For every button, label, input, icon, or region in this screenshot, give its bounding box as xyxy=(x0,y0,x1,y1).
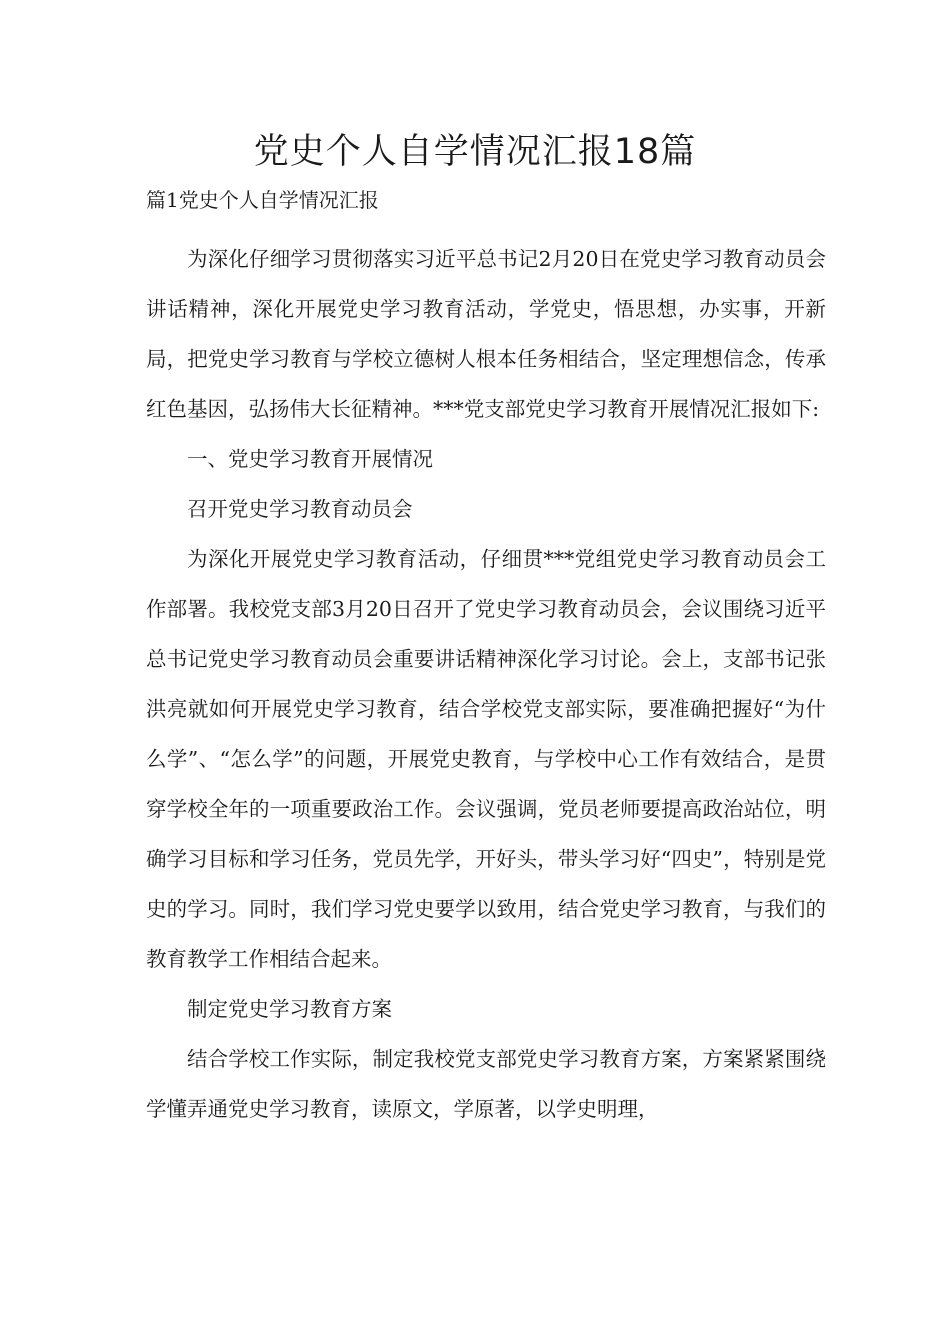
paragraph-intro: 为深化仔细学习贯彻落实习近平总书记2月20日在党史学习教育动员会讲话精神，深化开展党史学习教育活动，学党史，悟思想，办实事，开新局，把党史学习教育与学校立德树人根本任务相结合，坚定理想信念，传承红色基因，弘扬伟大长征精神。***党支部党史学习教育开展情况汇报如下: xyxy=(146,247,826,421)
section-title: 篇1党史个人自学情况汇报 xyxy=(146,188,379,212)
heading-1: 一、党史学习教育开展情况 xyxy=(187,447,433,471)
paragraph-mobilization-meeting: 为深化开展党史学习教育活动，仔细贯***党组党史学习教育动员会工作部署。我校党支部3月20日召开了党史学习教育动员会，会议围绕习近平总书记党史学习教育动员会重要讲话精神深化学习讨论。会上，支部书记张洪亮就如何开展党史学习教育，结合学校党支部实际，要准确把握好“为什么学”、“怎么学”的问题，开展党史教育，与学校中心工作有效结合，是贯穿学校全年的一项重要政治工作。会议强调，党员老师要提高政治站位，明确学习目标和学习任务，党员先学，开好头，带头学习好“四史”，特别是党史的学习。同时，我们学习党史要学以致用，结合党史学习教育，与我们的教育教学工作相结合起来。 xyxy=(146,547,826,971)
document-body xyxy=(146,234,826,1134)
paragraph-education-plan: 结合学校工作实际，制定我校党支部党史学习教育方案，方案紧紧围绕学懂弄通党史学习教育，读原文，学原著，以学史明理， xyxy=(146,1047,826,1121)
subheading-education-plan: 制定党史学习教育方案 xyxy=(187,997,392,1021)
document-title: 党史个人自学情况汇报18篇 xyxy=(253,132,697,172)
subheading-mobilization-meeting: 召开党史学习教育动员会 xyxy=(187,497,413,521)
